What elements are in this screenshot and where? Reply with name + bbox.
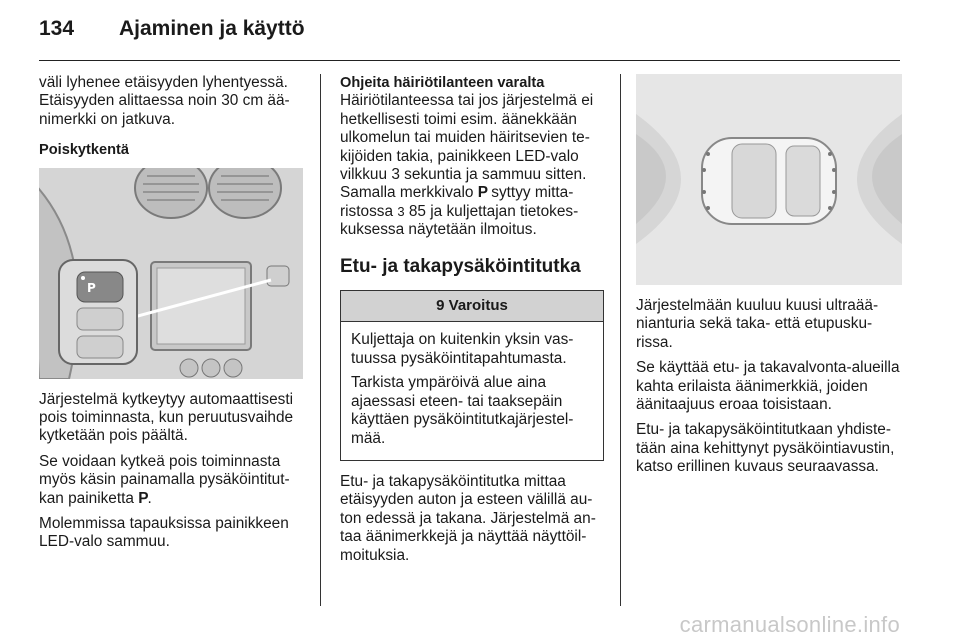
parking-button-label: P <box>87 280 96 295</box>
page-number: 134 <box>39 17 75 40</box>
section-heading: Poiskytkentä <box>39 142 130 159</box>
column-3 <box>636 74 902 484</box>
warning-box <box>340 290 604 461</box>
car-top-view-figure <box>636 74 902 285</box>
column-1 <box>39 74 303 559</box>
header-rule <box>39 60 900 61</box>
watermark: carmanualsonline.info <box>679 612 900 637</box>
section-title: Etu- ja takapysäköintitutka <box>340 255 581 277</box>
warning-text: Tarkista ympäröivä alue aina ajaessasi eteen- tai taaksepäin käyttäen pysäköintitutkajärjestelmää. <box>351 374 574 447</box>
warning-triangle-icon: 9 <box>436 297 445 315</box>
dashboard-figure <box>39 168 303 379</box>
paragraph: Etu- ja takapysäköintitutkaan yhdistetään aina kehittynyt pysäköintiavustin, katso erillinen kuvaus seuraavassa. <box>636 421 895 476</box>
page-header <box>39 17 900 47</box>
column-divider <box>620 74 621 606</box>
paragraph: Se käyttää etu- ja takavalvonta-alueilla kahta erilaista äänimerkkiä, joiden äänitaajuus eroaa toisistaan. <box>636 359 900 414</box>
warning-text: Kuljettaja on kuitenkin yksin vastuussa pysäköintitapahtumasta. <box>351 331 574 367</box>
paragraph: väli lyhenee etäisyyden lyhentyessä. Etäisyyden alittaessa noin 30 cm äänimerkki on jatkuva. <box>39 74 290 128</box>
paragraph: Järjestelmään kuuluu kuusi ultraäänianturia sekä taka- että etupuskurissa. <box>636 297 879 351</box>
warning-header: 9 Varoitus <box>341 291 603 322</box>
section-heading: Ohjeita häiriötilanteen varalta <box>340 75 545 91</box>
parking-sensor-symbol: P <box>477 184 487 202</box>
car-sensor-illustration <box>636 74 902 285</box>
parking-sensor-symbol: P <box>138 489 148 507</box>
column-divider <box>320 74 321 606</box>
chapter-title: Ajaminen ja käyttö <box>119 17 305 40</box>
paragraph: Häiriötilanteessa tai jos järjestelmä ei hetkellisesti toimi esim. äänekkään ulkomelun tai muiden häiritsevien tekijöiden takia, painikkeen LED-valo vilkkuu 3 sekuntia ja sammuu sitten. Samalla merkkivalo P syttyy mittaristossa 3 85 ja kuljettajan tietokeskuksessa näytetään ilmoitus. <box>340 92 594 239</box>
paragraph: Molemmissa tapauksissa painikkeen LED-valo sammuu. <box>39 515 289 551</box>
column-2 <box>340 74 606 572</box>
paragraph: Se voidaan kytkeä pois toiminnasta myös käsin painamalla pysäköintitutkan painiketta P. <box>39 452 290 507</box>
paragraph: Järjestelmä kytkeytyy automaattisesti pois toiminnasta, kun peruutusvaihde kytketään pois päältä. <box>39 390 294 445</box>
dashboard-illustration <box>39 168 303 379</box>
paragraph: Etu- ja takapysäköintitutka mittaa etäisyyden auton ja esteen välillä auton edessä ja takana. Järjestelmä antaa äänimerkkejä ja näyttää näyttöilmoituksia. <box>340 472 596 564</box>
warning-body <box>341 322 603 459</box>
page-ref-arrow-icon: 3 <box>397 203 405 219</box>
